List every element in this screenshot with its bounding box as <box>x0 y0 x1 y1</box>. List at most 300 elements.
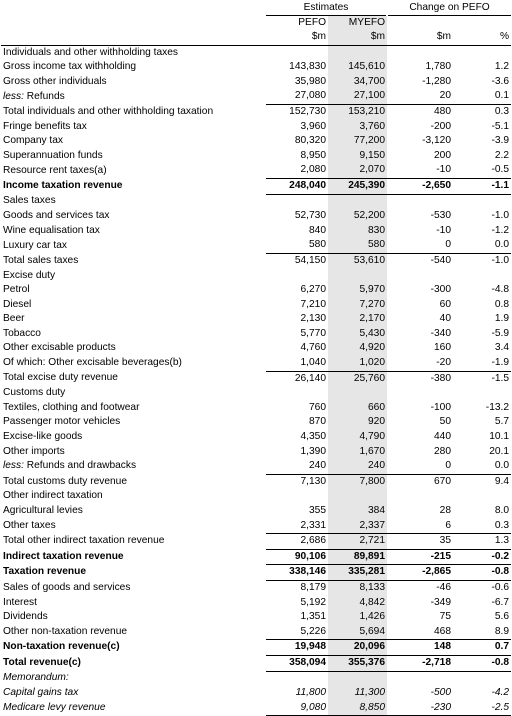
percent-change-value <box>453 194 511 209</box>
pefo-unit-header: $m <box>266 30 328 45</box>
myefo-value: 660 <box>328 401 387 416</box>
table-row <box>1 504 511 519</box>
change-value: -340 <box>430 327 452 339</box>
percent-change-value: -3.9 <box>491 135 510 147</box>
row-label-text: Sales of goods and services <box>3 581 131 593</box>
change-value: 0 <box>387 238 453 253</box>
pefo-value: 6,270 <box>300 284 326 296</box>
pefo-value: 840 <box>309 224 326 236</box>
row-label <box>1 356 266 371</box>
table-row <box>1 701 511 716</box>
myefo-value: 384 <box>328 504 387 519</box>
change-value: -530 <box>430 210 452 222</box>
row-label-text: Petrol <box>3 284 30 296</box>
pefo-value: 3,960 <box>300 120 326 132</box>
pefo-value: 143,830 <box>289 61 326 73</box>
table-row <box>1 625 511 640</box>
pefo-value: 2,686 <box>266 534 328 550</box>
row-label <box>1 341 266 356</box>
pefo-value: 52,730 <box>294 210 326 222</box>
table-row <box>1 149 511 164</box>
myefo-value: 240 <box>328 459 387 474</box>
row-label-text: Company tax <box>3 135 64 147</box>
pefo-value: 2,080 <box>266 163 328 178</box>
row-label <box>1 565 266 581</box>
table-row <box>1 194 511 209</box>
row-label-text: Other indirect taxation <box>3 490 103 502</box>
table-row <box>1 283 511 298</box>
percent-change-value: -0.6 <box>491 581 510 593</box>
row-label <box>1 283 266 298</box>
change-value: -215 <box>387 549 453 565</box>
row-label-text: Individuals and other withholding taxes <box>3 46 178 58</box>
change-value: -2,718 <box>387 655 453 671</box>
row-label-text: Customs duty <box>3 387 66 399</box>
change-value: 50 <box>439 416 452 428</box>
table-row <box>1 89 511 104</box>
row-label-text: Other non-taxation revenue <box>3 626 128 638</box>
row-label-text: Total customs duty revenue <box>3 475 128 487</box>
row-label-text: Gross other individuals <box>3 75 107 87</box>
row-label <box>1 655 266 671</box>
myefo-value: 20,096 <box>328 640 387 656</box>
table-row <box>1 60 511 75</box>
table-row <box>1 104 511 119</box>
change-value: -46 <box>436 581 452 593</box>
pefo-value: 54,150 <box>294 254 326 266</box>
myefo-value: 920 <box>328 415 387 430</box>
pefo-value: 2,331 <box>266 519 328 534</box>
row-label <box>1 549 266 565</box>
myefo-value: 145,610 <box>328 60 387 75</box>
pefo-value: 8,179 <box>300 581 326 593</box>
pefo-value <box>266 269 328 284</box>
change-value: -200 <box>430 120 452 132</box>
percent-change-value: 20.1 <box>489 445 510 457</box>
table-row <box>1 445 511 460</box>
percent-change-value: -4.2 <box>491 687 510 699</box>
row-label <box>1 253 266 268</box>
pefo-value: 338,146 <box>266 565 328 581</box>
header-blank <box>387 16 453 31</box>
percent-change-value: -6.7 <box>491 596 510 608</box>
percent-change-value: -1.2 <box>491 224 510 236</box>
percent-change-value: 8.9 <box>453 625 511 640</box>
table-row <box>1 356 511 371</box>
row-label-text: Excise-like goods <box>3 431 83 443</box>
row-label-text: Textiles, clothing and footwear <box>3 401 140 413</box>
row-label-text: Total revenue(c) <box>3 656 81 668</box>
pefo-value: 358,094 <box>266 655 328 671</box>
table-row <box>1 386 511 401</box>
change-group-header: Change on PEFO <box>387 1 511 16</box>
row-label <box>1 386 266 401</box>
pefo-value: 35,980 <box>294 75 326 87</box>
pefo-value: 90,106 <box>266 549 328 565</box>
percent-change-value: 2.2 <box>494 149 510 161</box>
row-label <box>1 327 266 342</box>
row-label <box>1 640 266 656</box>
row-label <box>1 534 266 550</box>
percent-change-value <box>453 386 511 401</box>
change-value <box>387 269 453 284</box>
myefo-value: 245,390 <box>328 178 387 194</box>
pefo-value: 152,730 <box>289 105 326 117</box>
row-label <box>1 489 266 504</box>
row-label <box>1 45 266 60</box>
row-label-text: Other taxes <box>3 519 56 531</box>
row-label <box>1 474 266 489</box>
myefo-value: 2,170 <box>328 312 387 327</box>
percent-change-value: -5.9 <box>491 327 510 339</box>
table-row <box>1 671 511 686</box>
row-label <box>1 75 266 90</box>
myefo-value <box>328 269 387 284</box>
table-row <box>1 238 511 253</box>
header-blank <box>1 16 266 31</box>
row-label-text: Excise duty <box>3 269 56 281</box>
row-label-text: Other excisable products <box>3 342 116 354</box>
percent-change-value: 0.0 <box>453 238 511 253</box>
row-label-text: Agricultural levies <box>3 505 83 517</box>
change-value: -1,280 <box>422 75 452 87</box>
change-value: -10 <box>387 163 453 178</box>
myefo-value: 153,210 <box>328 104 387 119</box>
row-label <box>1 209 266 224</box>
percent-change-value: -1.0 <box>491 254 510 266</box>
pefo-value: 1,390 <box>300 445 326 457</box>
change-value: 280 <box>434 445 452 457</box>
row-label-text: Total excise duty revenue <box>3 372 118 384</box>
table-row <box>1 401 511 416</box>
percent-change-value <box>453 671 511 686</box>
row-label-text: Resource rent taxes(a) <box>3 164 107 176</box>
row-label <box>1 149 266 164</box>
table-row <box>1 580 511 595</box>
change-value: -300 <box>430 284 452 296</box>
table-row <box>1 519 511 534</box>
myefo-value <box>328 386 387 401</box>
row-label-text: Diesel <box>3 298 32 310</box>
change-value: -230 <box>387 701 453 716</box>
percent-change-value: 5.6 <box>494 611 510 623</box>
change-value: -10 <box>436 224 452 236</box>
myefo-value: 5,430 <box>328 327 387 342</box>
myefo-value: 1,020 <box>328 356 387 371</box>
row-label <box>1 625 266 640</box>
myefo-unit-header: $m <box>328 30 387 45</box>
pefo-value: 248,040 <box>266 178 328 194</box>
pefo-value: 1,040 <box>266 356 328 371</box>
pefo-value: 760 <box>309 401 326 413</box>
header-row-columns <box>1 16 511 31</box>
row-label-text: Refunds and drawbacks <box>23 460 137 472</box>
myefo-value: 5,970 <box>328 283 387 298</box>
pefo-value: 4,760 <box>300 342 326 354</box>
change-value: 670 <box>434 475 452 487</box>
table-row <box>1 75 511 90</box>
percent-change-value: 0.7 <box>453 640 511 656</box>
change-value: 160 <box>434 342 452 354</box>
pefo-value: 5,192 <box>300 596 326 608</box>
row-label-text: Tobacco <box>3 327 41 339</box>
row-label-text: Non-taxation revenue(c) <box>3 641 120 653</box>
header-blank <box>453 16 511 31</box>
row-label-text: Taxation revenue <box>3 566 87 578</box>
myefo-value <box>328 194 387 209</box>
row-label <box>1 194 266 209</box>
row-label-text: Goods and services tax <box>3 210 110 222</box>
row-label-text: Beer <box>3 313 25 325</box>
row-label <box>1 178 266 194</box>
myefo-column-header: MYEFO <box>328 16 387 31</box>
header-blank <box>1 30 266 45</box>
myefo-value: 8,850 <box>328 701 387 716</box>
percent-change-value: 0.3 <box>494 105 510 117</box>
table-row <box>1 489 511 504</box>
change-value: 440 <box>434 431 452 443</box>
table-row <box>1 120 511 135</box>
percent-change-value: 3.4 <box>494 342 510 354</box>
pefo-value: 26,140 <box>294 372 326 384</box>
percent-change-value: -5.1 <box>491 120 510 132</box>
table-row <box>1 459 511 474</box>
percent-change-value: 8.0 <box>494 505 510 517</box>
pefo-value: 4,350 <box>300 431 326 443</box>
table-row <box>1 640 511 656</box>
change-value <box>387 671 453 686</box>
myefo-value: 4,842 <box>328 596 387 611</box>
myefo-value: 4,920 <box>328 341 387 356</box>
myefo-value: 1,670 <box>328 445 387 460</box>
percent-change-value: -0.5 <box>453 163 511 178</box>
pefo-value <box>266 489 328 504</box>
myefo-value: 4,790 <box>328 430 387 445</box>
myefo-value: 580 <box>328 238 387 253</box>
percent-change-value: -1.1 <box>453 178 511 194</box>
row-label <box>1 459 266 474</box>
myefo-value: 830 <box>328 224 387 239</box>
row-label-text: Fringe benefits tax <box>3 120 87 132</box>
change-value: 200 <box>434 149 452 161</box>
row-label-text: Indirect taxation revenue <box>3 550 124 562</box>
pefo-column-header: PEFO <box>298 17 326 29</box>
row-label <box>1 580 266 595</box>
table-row <box>1 610 511 625</box>
pefo-value: 5,226 <box>266 625 328 640</box>
pefo-value: 80,320 <box>294 135 326 147</box>
myefo-value: 25,760 <box>328 371 387 386</box>
row-label-text: Total sales taxes <box>3 254 79 266</box>
myefo-value: 7,270 <box>328 298 387 313</box>
row-label-text: Dividends <box>3 611 48 623</box>
change-value: 60 <box>439 298 452 310</box>
change-value: -100 <box>430 401 452 413</box>
header-blank <box>1 1 266 16</box>
row-label <box>1 686 266 701</box>
percent-change-value: -3.6 <box>491 75 510 87</box>
revenue-estimates-table <box>1 1 511 716</box>
row-label <box>1 430 266 445</box>
change-value: 35 <box>387 534 453 550</box>
header-row-groups <box>1 1 511 16</box>
change-value: -2,650 <box>387 178 453 194</box>
pefo-value: 7,130 <box>300 475 326 487</box>
pefo-value: 19,948 <box>266 640 328 656</box>
percent-change-value: -1.9 <box>453 356 511 371</box>
myefo-value <box>328 489 387 504</box>
row-label <box>1 269 266 284</box>
myefo-value: 1,426 <box>328 610 387 625</box>
percent-change-value: -2.5 <box>453 701 511 716</box>
myefo-value <box>328 45 387 60</box>
change-value: -349 <box>430 596 452 608</box>
percent-change-value: -4.8 <box>491 284 510 296</box>
row-label-text: Medicare levy revenue <box>3 701 106 713</box>
myefo-value <box>328 671 387 686</box>
change-value: 75 <box>439 611 452 623</box>
pefo-value: 1,351 <box>300 611 326 623</box>
row-label <box>1 671 266 686</box>
percent-change-value: 1.2 <box>494 61 510 73</box>
percent-change-value: 10.1 <box>489 431 510 443</box>
table-row <box>1 178 511 194</box>
myefo-value: 2,721 <box>328 534 387 550</box>
myefo-value: 9,150 <box>328 149 387 164</box>
pefo-value <box>266 194 328 209</box>
table-row <box>1 549 511 565</box>
change-value <box>387 489 453 504</box>
table-row <box>1 134 511 149</box>
myefo-value: 11,300 <box>328 686 387 701</box>
row-label-text: Gross income tax withholding <box>3 61 137 73</box>
table-row <box>1 371 511 386</box>
table-row <box>1 327 511 342</box>
myefo-value: 34,700 <box>328 75 387 90</box>
row-label <box>1 371 266 386</box>
table-row <box>1 474 511 489</box>
change-value <box>387 386 453 401</box>
percent-change-value: 0.0 <box>453 459 511 474</box>
row-label-text: Of which: Other excisable beverages(b) <box>3 357 182 369</box>
table-row <box>1 430 511 445</box>
change-value: 148 <box>387 640 453 656</box>
estimates-group-header: Estimates <box>266 1 387 16</box>
percent-change-value: 5.7 <box>494 416 510 428</box>
percent-change-value: -0.8 <box>453 655 511 671</box>
row-label <box>1 596 266 611</box>
row-label-text: Sales taxes <box>3 195 56 207</box>
change-value: -2,865 <box>387 565 453 581</box>
change-value: -20 <box>387 356 453 371</box>
pefo-value: 580 <box>266 238 328 253</box>
percent-change-value: 1.9 <box>494 313 510 325</box>
row-label-prefix: less: <box>3 90 24 102</box>
myefo-value: 89,891 <box>328 549 387 565</box>
row-label <box>1 401 266 416</box>
row-label <box>1 134 266 149</box>
myefo-value: 8,133 <box>328 580 387 595</box>
row-label <box>1 504 266 519</box>
row-label <box>1 445 266 460</box>
percent-change-value: -0.8 <box>453 565 511 581</box>
table-body <box>1 45 511 716</box>
change-value: -540 <box>430 254 452 266</box>
pefo-value: 27,080 <box>266 89 328 104</box>
table-row <box>1 534 511 550</box>
row-label <box>1 298 266 313</box>
myefo-value: 53,610 <box>328 253 387 268</box>
row-label-text: Superannuation funds <box>3 149 103 161</box>
myefo-value: 355,376 <box>328 655 387 671</box>
percent-change-value: -1.5 <box>491 372 510 384</box>
change-value: 1,780 <box>425 61 452 73</box>
table-row <box>1 312 511 327</box>
row-label-text: Total individuals and other withholding taxation <box>3 105 214 117</box>
change-value: -500 <box>430 687 452 699</box>
table-row <box>1 341 511 356</box>
change-unit-header: $m <box>387 30 453 45</box>
table-row <box>1 298 511 313</box>
header-row-units <box>1 30 511 45</box>
row-label <box>1 163 266 178</box>
percent-change-value <box>453 45 511 60</box>
myefo-value: 3,760 <box>328 120 387 135</box>
pefo-value: 9,080 <box>266 701 328 716</box>
table-row <box>1 163 511 178</box>
change-value: 40 <box>439 313 452 325</box>
row-label-text: Luxury car tax <box>3 239 67 251</box>
pefo-value: 355 <box>309 505 326 517</box>
change-value: 480 <box>434 105 452 117</box>
table-row <box>1 209 511 224</box>
myefo-value: 5,694 <box>328 625 387 640</box>
change-value: 0 <box>387 459 453 474</box>
change-value <box>387 45 453 60</box>
pefo-value: 870 <box>309 416 326 428</box>
percent-change-value: -0.2 <box>453 549 511 565</box>
percent-unit-header: % <box>453 30 511 45</box>
row-label-prefix: less: <box>3 460 24 472</box>
pefo-value: 7,210 <box>300 298 326 310</box>
change-value: 6 <box>387 519 453 534</box>
row-label <box>1 519 266 534</box>
row-label-text: Refunds <box>23 90 65 102</box>
row-label <box>1 610 266 625</box>
row-label-text: Wine equalisation tax <box>3 224 100 236</box>
table-row <box>1 655 511 671</box>
pefo-value: 240 <box>266 459 328 474</box>
myefo-value: 2,337 <box>328 519 387 534</box>
table-row <box>1 269 511 284</box>
row-label <box>1 104 266 119</box>
percent-change-value <box>453 269 511 284</box>
pefo-value <box>266 45 328 60</box>
row-label <box>1 120 266 135</box>
row-label <box>1 60 266 75</box>
myefo-value: 335,281 <box>328 565 387 581</box>
row-label-text: Interest <box>3 596 37 608</box>
table-row <box>1 596 511 611</box>
row-label <box>1 312 266 327</box>
change-value <box>387 194 453 209</box>
row-label <box>1 415 266 430</box>
percent-change-value: 9.4 <box>494 475 510 487</box>
row-label-text: Capital gains tax <box>3 687 79 699</box>
myefo-value: 7,800 <box>328 474 387 489</box>
percent-change-value <box>453 489 511 504</box>
table-row <box>1 45 511 60</box>
